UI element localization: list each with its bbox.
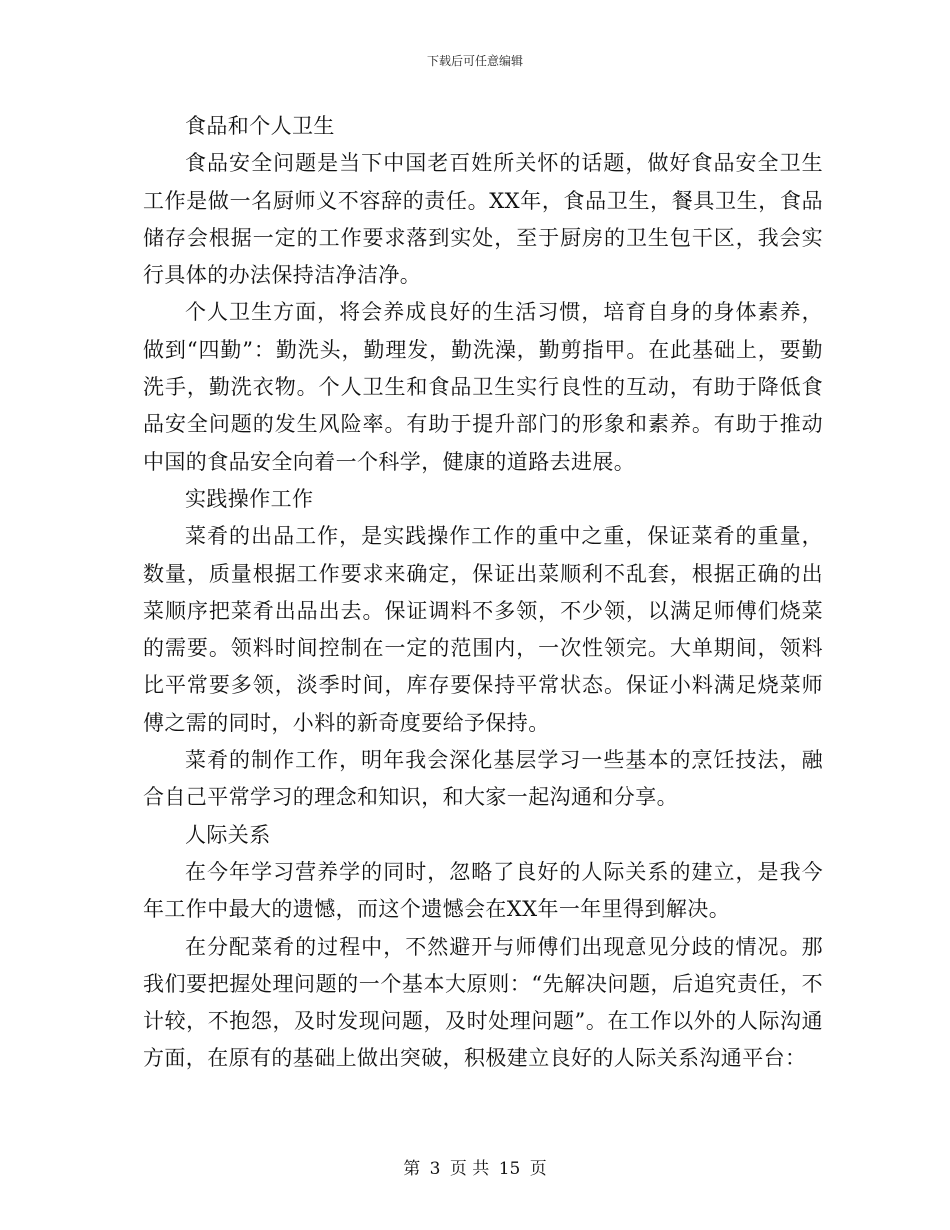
page-footer — [0, 1154, 950, 1179]
footer-suffix: 页 — [529, 1159, 547, 1179]
paragraph: 在今年学习营养学的同时，忽略了良好的人际关系的建立，是我今年工作中最大的遗憾，而这个遗憾会在XX年一年里得到解决。 — [143, 859, 823, 922]
section-title-food-hygiene: 食品和个人卫生 — [185, 114, 335, 138]
page-header: 下载后可任意编辑 — [426, 54, 523, 68]
document-body — [143, 108, 823, 1078]
paragraph: 个人卫生方面，将会养成良好的生活习惯，培育自身的身体素养，做到“四勤”：勤洗头，勤理发，勤洗澡，勤剪指甲。在此基础上，要勤洗手，勤洗衣物。个人卫生和食品卫生实行良性的互动，有助于降低食品安全问题的发生风险率。有助于提升部门的形象和素养。有助于推动中国的食品安全向着一个科学，健康的道路去进展。 — [143, 300, 823, 474]
section-title-practice: 实践操作工作 — [185, 486, 314, 511]
page-total: 15 — [498, 1159, 521, 1179]
paragraph: 食品安全问题是当下中国老百姓所关怀的话题，做好食品安全卫生工作是做一名厨师义不容辞的责任。XX年，食品卫生，餐具卫生，食品储存会根据一定的工作要求落到实处，至于厨房的卫生包干区，我会实行具体的办法保持洁净洁净。 — [143, 151, 823, 288]
paragraph: 菜肴的制作工作，明年我会深化基层学习一些基本的烹饪技法，融合自己平常学习的理念和知识，和大家一起沟通和分享。 — [143, 748, 823, 810]
paragraph: 在分配菜肴的过程中，不然避开与师傅们出现意见分歧的情况。那我们要把握处理问题的一个基本大原则：“先解决问题，后追究责任，不计较，不抱怨，及时发现问题，及时处理问题”。在工作以外的人际沟通方面，在原有的基础上做出突破，积极建立良好的人际关系沟通平台： — [143, 934, 823, 1071]
footer-mid: 页 共 — [449, 1159, 490, 1179]
page-number: 3 — [429, 1159, 441, 1179]
footer-prefix: 第 — [403, 1159, 421, 1179]
paragraph: 菜肴的出品工作，是实践操作工作的重中之重，保证菜肴的重量，数量，质量根据工作要求来确定，保证出菜顺利不乱套，根据正确的出菜顺序把菜肴出品出去。保证调料不多领，不少领，以满足师傅们烧菜的需要。领料时间控制在一定的范围内，一次性领完。大单期间，领料比平常要多领，淡季时间，库存要保持平常状态。保证小料满足烧菜师傅之需的同时，小料的新奇度要给予保持。 — [143, 524, 823, 735]
section-title-relations: 人际关系 — [185, 822, 271, 847]
